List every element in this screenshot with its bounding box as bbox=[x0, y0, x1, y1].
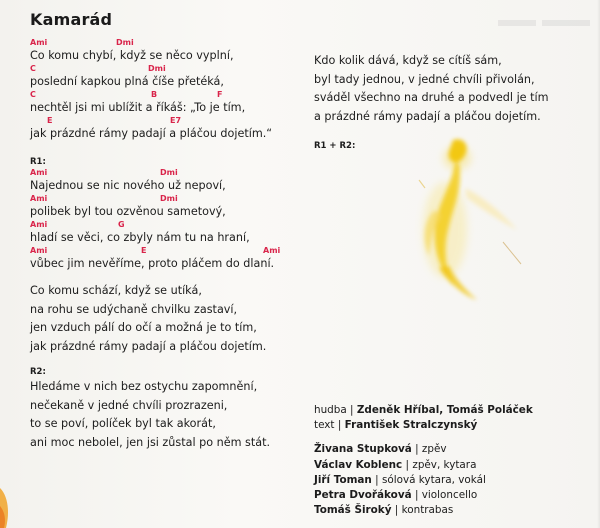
chord-lyric-pair bbox=[30, 64, 315, 90]
chord-row bbox=[30, 194, 315, 204]
chord-lyric-pair bbox=[30, 194, 315, 220]
chord: Ami bbox=[30, 194, 48, 203]
lyric-line: nechtěl jsi mi ublížit a říkáš: „To je tím, bbox=[30, 101, 246, 114]
credit-separator: | bbox=[337, 419, 342, 432]
band-member-row bbox=[314, 503, 584, 518]
band-member-role: kontrabas bbox=[401, 504, 454, 517]
chord-row bbox=[30, 220, 315, 230]
band-member-row bbox=[314, 473, 584, 488]
band-member-name: Tomáš Široký bbox=[314, 504, 392, 517]
chord-lyric-pair bbox=[30, 168, 315, 194]
lyric-line: jak prázdné rámy padají a pláčou dojetím.“ bbox=[30, 127, 273, 140]
lyric-line: to se poví, políček byl tak akorát, bbox=[30, 417, 216, 430]
lyric-line: sváděl všechno na druhé a podvedl je tím bbox=[314, 91, 549, 104]
lyric-line: ani moc nebolel, jen jsi zůstal po něm stát. bbox=[30, 435, 271, 449]
chord: C bbox=[30, 90, 36, 99]
credit-separator: | bbox=[414, 488, 419, 501]
credit-role-row bbox=[314, 418, 584, 433]
band-member-role: sólová kytara, vokál bbox=[381, 473, 486, 486]
chord-lyric-pair bbox=[30, 116, 315, 142]
band-member-role: zpěv bbox=[421, 443, 447, 456]
credit-separator: | bbox=[405, 458, 410, 471]
chord-lyric-pair bbox=[30, 38, 315, 64]
lyric-line: Najednou se nic nového už nepoví, bbox=[30, 179, 226, 192]
watercolor-figure-illustration bbox=[395, 118, 530, 308]
chord: E bbox=[141, 246, 147, 255]
lyric-line: na rohu se udýchaně chvilku zastaví, bbox=[30, 302, 238, 316]
credit-role-label: hudba bbox=[314, 404, 347, 416]
chord: Ami bbox=[263, 246, 281, 255]
band-member-row bbox=[314, 458, 584, 473]
band-member-name: Živana Stupková bbox=[314, 443, 412, 456]
chord: G bbox=[118, 220, 125, 229]
band-member-name: Jiří Toman bbox=[314, 473, 372, 486]
chord: F bbox=[217, 90, 223, 99]
credits-gap bbox=[314, 433, 584, 442]
chord: Dmi bbox=[160, 168, 178, 177]
lyric-line: Hledáme v nich bez ostychu zapomnění, bbox=[30, 380, 258, 393]
chord-lyric-pair bbox=[30, 220, 315, 246]
credit-separator: | bbox=[415, 443, 419, 456]
chord: Dmi bbox=[160, 194, 178, 203]
lyric-line: jak prázdné rámy padají a pláčou dojetím. bbox=[30, 339, 267, 353]
band-member-name: Petra Dvořáková bbox=[314, 488, 412, 501]
credit-role-label: text bbox=[314, 419, 335, 432]
verse-3 bbox=[314, 52, 584, 126]
chord-lyric-pair bbox=[30, 90, 315, 116]
chord: B bbox=[151, 90, 158, 99]
lyric-line: vůbec jim nevěříme, proto pláčem do dlaní. bbox=[30, 257, 275, 270]
refrain-2-label: R2: bbox=[30, 367, 46, 377]
credit-separator: | bbox=[394, 504, 399, 517]
chord: Ami bbox=[30, 220, 48, 229]
credit-separator: | bbox=[350, 404, 354, 416]
lyric-line: Co komu schází, když se utíká, bbox=[30, 284, 202, 297]
chord-row bbox=[30, 38, 315, 48]
chord: Ami bbox=[30, 246, 48, 255]
band-member-role: violoncello bbox=[421, 488, 478, 501]
chord: Dmi bbox=[116, 38, 134, 47]
band-member-row bbox=[314, 488, 584, 503]
credit-separator: | bbox=[375, 473, 379, 486]
lyric-line: poslední kapkou plná číše přetéká, bbox=[30, 75, 224, 88]
lyric-line: a prázdné rámy padají a pláčou dojetím. bbox=[314, 109, 541, 123]
song-title: Kamarád bbox=[30, 10, 113, 29]
lyric-line: hladí se věci, co zbyly nám tu na hraní, bbox=[30, 231, 250, 244]
band-member-name: Václav Koblenc bbox=[314, 458, 403, 471]
chord: C bbox=[30, 64, 36, 73]
chord-row bbox=[30, 246, 315, 256]
refrain-2 bbox=[30, 378, 315, 452]
credit-role-names: Zdeněk Hříbal, Tomáš Poláček bbox=[356, 404, 533, 416]
chord-row bbox=[30, 64, 315, 74]
chord: E7 bbox=[170, 116, 182, 125]
bleed-through-decoration bbox=[496, 12, 600, 36]
credit-role-row bbox=[314, 403, 584, 418]
chord-lyric-pair bbox=[30, 246, 315, 272]
chord: Dmi bbox=[148, 64, 166, 73]
lyric-line: jen vzduch pálí do očí a možná je to tím, bbox=[30, 321, 257, 334]
chord: E bbox=[47, 116, 53, 125]
refrain-1 bbox=[30, 168, 315, 272]
credit-role-names: František Stralczynský bbox=[344, 419, 478, 432]
credits bbox=[314, 403, 584, 518]
lyric-line: polibek byl tou ozvěnou sametový, bbox=[30, 205, 226, 218]
band-member-row bbox=[314, 442, 584, 457]
corner-color-decoration bbox=[0, 478, 12, 528]
verse-2 bbox=[30, 282, 315, 356]
chord-row bbox=[30, 116, 315, 126]
chord: Ami bbox=[30, 38, 48, 47]
lyric-line: Kdo kolik dává, když se cítíš sám, bbox=[314, 54, 502, 67]
refrain-combo-label: R1 + R2: bbox=[314, 141, 356, 151]
band-member-role: zpěv, kytara bbox=[412, 458, 477, 471]
chord-row bbox=[30, 90, 315, 100]
verse-1 bbox=[30, 38, 315, 142]
chord-row bbox=[30, 168, 315, 178]
chord: Ami bbox=[30, 168, 48, 177]
left-column bbox=[30, 38, 315, 452]
lyric-line: Co komu chybí, když se něco vyplní, bbox=[30, 49, 234, 62]
lyric-line: nečekaně v jedné chvíli prozrazeni, bbox=[30, 398, 228, 412]
refrain-1-label: R1: bbox=[30, 157, 46, 167]
lyric-line: byl tady jednou, v jedné chvíli přivolán, bbox=[314, 72, 535, 86]
